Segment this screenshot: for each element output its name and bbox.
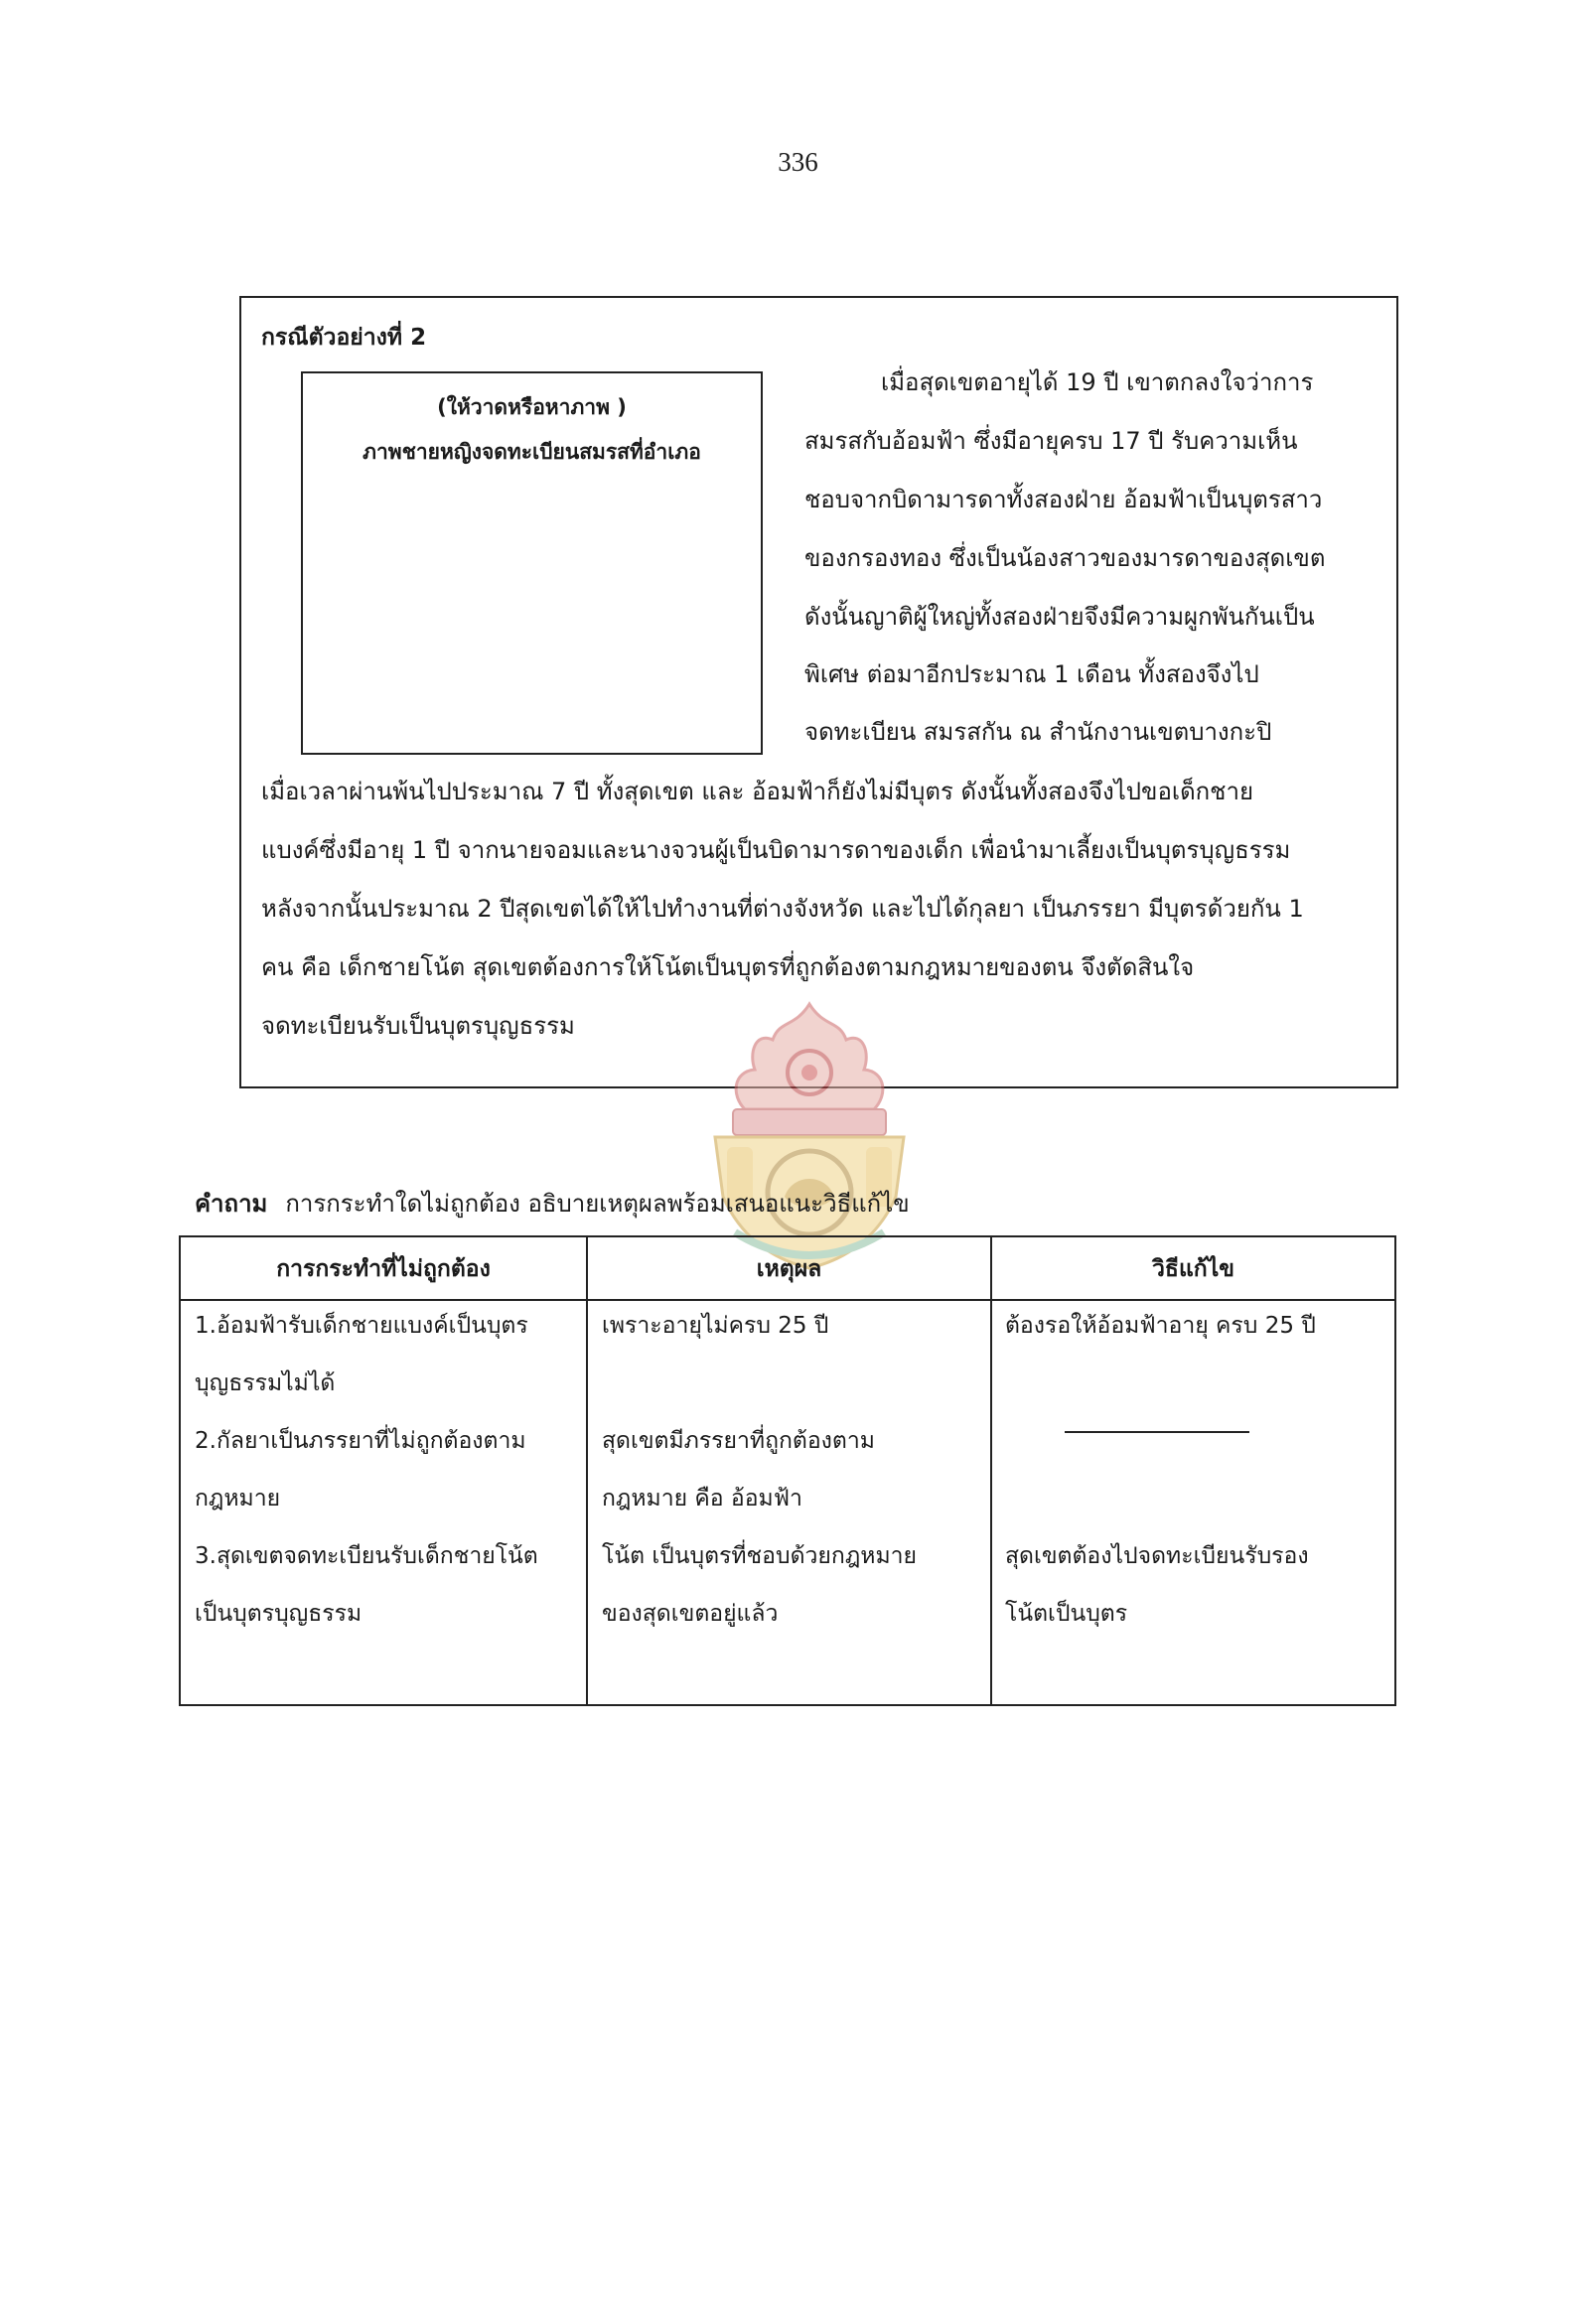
row2-fix-dash <box>1065 1431 1249 1433</box>
story-line: คน คือ เด็กชายโน้ต สุดเขตต้องการให้โน้ตเป็นบุตรที่ถูกต้องตามกฎหมายของตน จึงตัดสินใจ <box>261 953 1195 981</box>
story-line: ดังนั้นญาติผู้ใหญ่ทั้งสองฝ่ายจึงมีความผูกพันกันเป็น <box>804 603 1315 631</box>
story-line: จดทะเบียน สมรสกัน ณ สำนักงานเขตบางกะปิ <box>804 718 1272 746</box>
row1-fix: ต้องรอให้อ้อมฟ้าอายุ ครบ 25 ปี <box>1005 1313 1316 1339</box>
row3-action-line1: 3.สุดเขตจดทะเบียนรับเด็กชายโน้ต <box>195 1543 538 1569</box>
header-action: การกระทำที่ไม่ถูกต้อง <box>276 1256 491 1282</box>
answer-table <box>179 1235 1396 1706</box>
story-line: ชอบจากบิดามารดาทั้งสองฝ่าย อ้อมฟ้าเป็นบุตรสาว <box>804 486 1323 513</box>
row3-reason-line1: โน้ต เป็นบุตรที่ชอบด้วยกฎหมาย <box>602 1543 917 1569</box>
row3-fix-line2: โน้ตเป็นบุตร <box>1005 1601 1128 1627</box>
question-text: การกระทำใดไม่ถูกต้อง อธิบายเหตุผลพร้อมเสนอแนะวิธีแก้ไข <box>285 1190 910 1218</box>
case-title: กรณีตัวอย่างที่ 2 <box>261 325 427 351</box>
row2-reason-line2: กฎหมาย คือ อ้อมฟ้า <box>602 1486 802 1511</box>
row1-action-line2: บุญธรรมไม่ได้ <box>195 1370 336 1396</box>
header-reason: เหตุผล <box>756 1256 822 1282</box>
story-line: เมื่อเวลาผ่านพ้นไปประมาณ 7 ปี ทั้งสุดเขต และ อ้อมฟ้าก็ยังไม่มีบุตร ดังนั้นทั้งสองจึงไปขอเด็กชาย <box>261 778 1254 805</box>
story-line: พิเศษ ต่อมาอีกประมาณ 1 เดือน ทั้งสองจึงไป <box>804 660 1259 688</box>
placeholder-instruction: (ให้วาดหรือหาภาพ ) <box>437 395 627 419</box>
placeholder-caption: ภาพชายหญิงจดทะเบียนสมรสที่อำเภอ <box>363 440 701 464</box>
column-divider <box>990 1237 992 1704</box>
question <box>195 1184 910 1223</box>
column-divider <box>586 1237 588 1704</box>
header-divider <box>181 1299 1394 1301</box>
story-line: สมรสกับอ้อมฟ้า ซึ่งมีอายุครบ 17 ปี รับความเห็น <box>804 427 1298 455</box>
row1-action-line1: 1.อ้อมฟ้ารับเด็กชายแบงค์เป็นบุตร <box>195 1313 528 1339</box>
row1-reason: เพราะอายุไม่ครบ 25 ปี <box>602 1313 829 1339</box>
story-line: จดทะเบียนรับเป็นบุตรบุญธรรม <box>261 1012 575 1040</box>
header-fix: วิธีแก้ไข <box>1152 1256 1234 1282</box>
story-line: ของกรองทอง ซึ่งเป็นน้องสาวของมารดาของสุดเขต <box>804 544 1326 572</box>
row2-reason-line1: สุดเขตมีภรรยาที่ถูกต้องตาม <box>602 1428 875 1454</box>
question-label: คำถาม <box>195 1190 268 1218</box>
page-number: 336 <box>778 147 818 177</box>
emblem-watermark-icon <box>675 998 943 1276</box>
image-placeholder <box>301 371 763 755</box>
row3-action-line2: เป็นบุตรบุญธรรม <box>195 1601 363 1627</box>
row2-action-line2: กฎหมาย <box>195 1486 281 1511</box>
story-line: หลังจากนั้นประมาณ 2 ปีสุดเขตได้ให้ไปทำงานที่ต่างจังหวัด และไปได้กุลยา เป็นภรรยา มีบุตรด้วยกัน 1 <box>261 895 1304 923</box>
row3-fix-line1: สุดเขตต้องไปจดทะเบียนรับรอง <box>1005 1543 1309 1569</box>
row3-reason-line2: ของสุดเขตอยู่แล้ว <box>602 1601 779 1627</box>
row2-action-line1: 2.กัลยาเป็นภรรยาที่ไม่ถูกต้องตาม <box>195 1428 526 1454</box>
case-study-box <box>239 296 1398 1088</box>
story-line: แบงค์ซึ่งมีอายุ 1 ปี จากนายจอมและนางจวนผู้เป็นบิดามารดาของเด็ก เพื่อนำมาเลี้ยงเป็นบุตรบุญธรรม <box>261 836 1291 864</box>
story-line: เมื่อสุดเขตอายุได้ 19 ปี เขาตกลงใจว่าการ <box>881 368 1314 396</box>
